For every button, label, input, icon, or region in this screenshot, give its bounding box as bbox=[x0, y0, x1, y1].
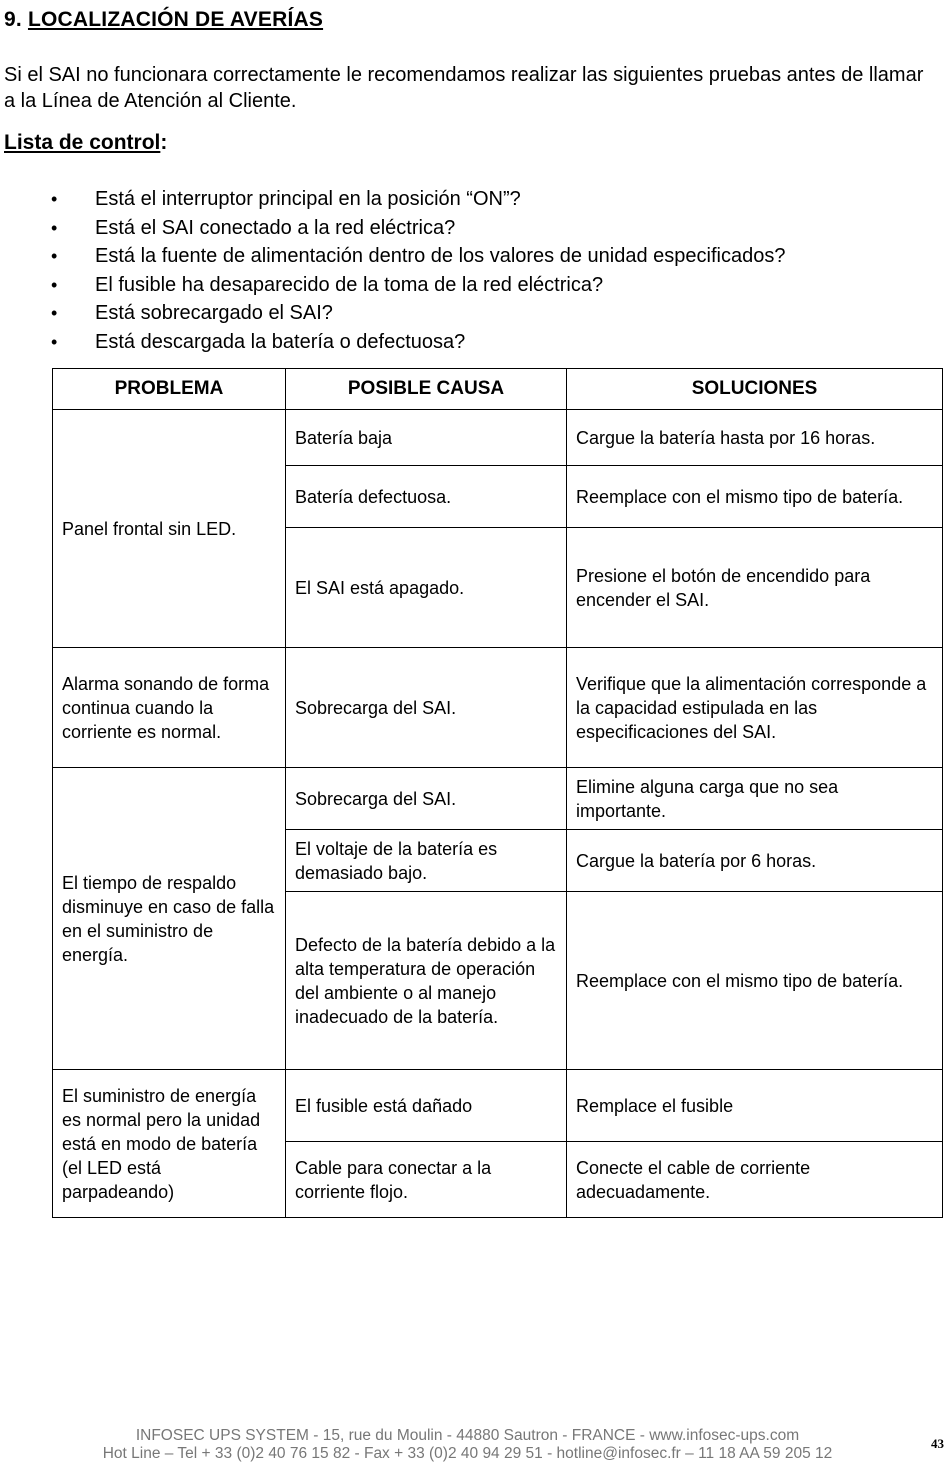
page-number: 43 bbox=[931, 1436, 944, 1451]
page-footer bbox=[0, 1427, 935, 1463]
cause-cell: Batería baja bbox=[286, 410, 567, 466]
section-number: 9. bbox=[4, 8, 22, 31]
cause-cell: Defecto de la batería debido a la alta temperatura de operación del ambiente o al manejo inadecuado de la batería. bbox=[286, 892, 567, 1070]
solution-cell: Conecte el cable de corriente adecuadamente. bbox=[567, 1142, 943, 1218]
checklist-item bbox=[0, 328, 785, 357]
table-header-row bbox=[53, 369, 943, 410]
solution-cell: Elimine alguna carga que no sea importante. bbox=[567, 768, 943, 830]
header-solutions: SOLUCIONES bbox=[567, 369, 943, 410]
table-row bbox=[53, 648, 943, 768]
bullet-icon: • bbox=[51, 217, 58, 238]
cause-cell: Sobrecarga del SAI. bbox=[286, 768, 567, 830]
solution-cell: Reemplace con el mismo tipo de batería. bbox=[567, 466, 943, 528]
problem-cell: Panel frontal sin LED. bbox=[53, 410, 286, 648]
section-heading bbox=[4, 8, 323, 32]
bullet-icon: • bbox=[51, 274, 58, 295]
solution-cell: Verifique que la alimentación corresponde a la capacidad estipulada en las especificaciones del SAI. bbox=[567, 648, 943, 768]
header-cause: POSIBLE CAUSA bbox=[286, 369, 567, 410]
cause-cell: Sobrecarga del SAI. bbox=[286, 648, 567, 768]
footer-line-contact: Hot Line – Tel + 33 (0)2 40 76 15 82 - Fax + 33 (0)2 40 94 29 51 - hotline@infosec.fr – 11 18 AA 59 205 12 bbox=[102, 1445, 833, 1462]
section-title: LOCALIZACIÓN DE AVERÍAS bbox=[27, 8, 324, 31]
checklist-title-colon: : bbox=[160, 131, 168, 154]
solution-cell: Cargue la batería por 6 horas. bbox=[567, 830, 943, 892]
checklist-title bbox=[4, 131, 167, 155]
checklist-title-text: Lista de control bbox=[4, 131, 161, 154]
checklist-item-text: El fusible ha desaparecido de la toma de la red eléctrica? bbox=[95, 273, 604, 296]
checklist-item bbox=[0, 242, 785, 271]
footer-line-address: INFOSEC UPS SYSTEM - 15, rue du Moulin - 44880 Sautron - FRANCE - www.infosec-ups.com bbox=[135, 1427, 800, 1444]
solution-cell: Remplace el fusible bbox=[567, 1070, 943, 1142]
checklist-item-text: Está sobrecargado el SAI? bbox=[95, 302, 333, 325]
checklist-item bbox=[0, 214, 785, 243]
bullet-icon: • bbox=[51, 303, 58, 324]
checklist-item bbox=[0, 185, 785, 214]
intro-paragraph: Si el SAI no funcionara correctamente le recomendamos realizar las siguientes pruebas antes de llamar a la Línea de Atención al Cliente. bbox=[4, 64, 924, 112]
checklist-item-text: Está la fuente de alimentación dentro de los valores de unidad especificados? bbox=[95, 245, 786, 268]
checklist-item bbox=[0, 271, 785, 300]
header-problem: PROBLEMA bbox=[53, 369, 286, 410]
checklist bbox=[0, 185, 785, 357]
table-row bbox=[53, 410, 943, 466]
solution-cell: Presione el botón de encendido para encender el SAI. bbox=[567, 528, 943, 648]
bullet-icon: • bbox=[51, 189, 58, 209]
bullet-icon: • bbox=[51, 331, 58, 352]
bullet-icon: • bbox=[51, 246, 58, 267]
cause-cell: El voltaje de la batería es demasiado bajo. bbox=[286, 830, 567, 892]
cause-cell: El SAI está apagado. bbox=[286, 528, 567, 648]
problem-cell: El tiempo de respaldo disminuye en caso de falla en el suministro de energía. bbox=[53, 768, 286, 1070]
problem-cell: Alarma sonando de forma continua cuando la corriente es normal. bbox=[53, 648, 286, 768]
solution-cell: Cargue la batería hasta por 16 horas. bbox=[567, 410, 943, 466]
cause-cell: Cable para conectar a la corriente flojo. bbox=[286, 1142, 567, 1218]
table-row bbox=[53, 1070, 943, 1142]
cause-cell: El fusible está dañado bbox=[286, 1070, 567, 1142]
solution-cell: Reemplace con el mismo tipo de batería. bbox=[567, 892, 943, 1070]
problem-cell: El suministro de energía es normal pero la unidad está en modo de batería (el LED está parpadeando) bbox=[53, 1070, 286, 1218]
checklist-item-text: Está el SAI conectado a la red eléctrica? bbox=[95, 216, 456, 239]
checklist-item-text: Está el interruptor principal en la posición “ON”? bbox=[95, 188, 521, 210]
checklist-item bbox=[0, 299, 785, 328]
checklist-item-text: Está descargada la batería o defectuosa? bbox=[95, 330, 466, 353]
troubleshooting-table bbox=[52, 368, 943, 1218]
table-row bbox=[53, 768, 943, 830]
cause-cell: Batería defectuosa. bbox=[286, 466, 567, 528]
